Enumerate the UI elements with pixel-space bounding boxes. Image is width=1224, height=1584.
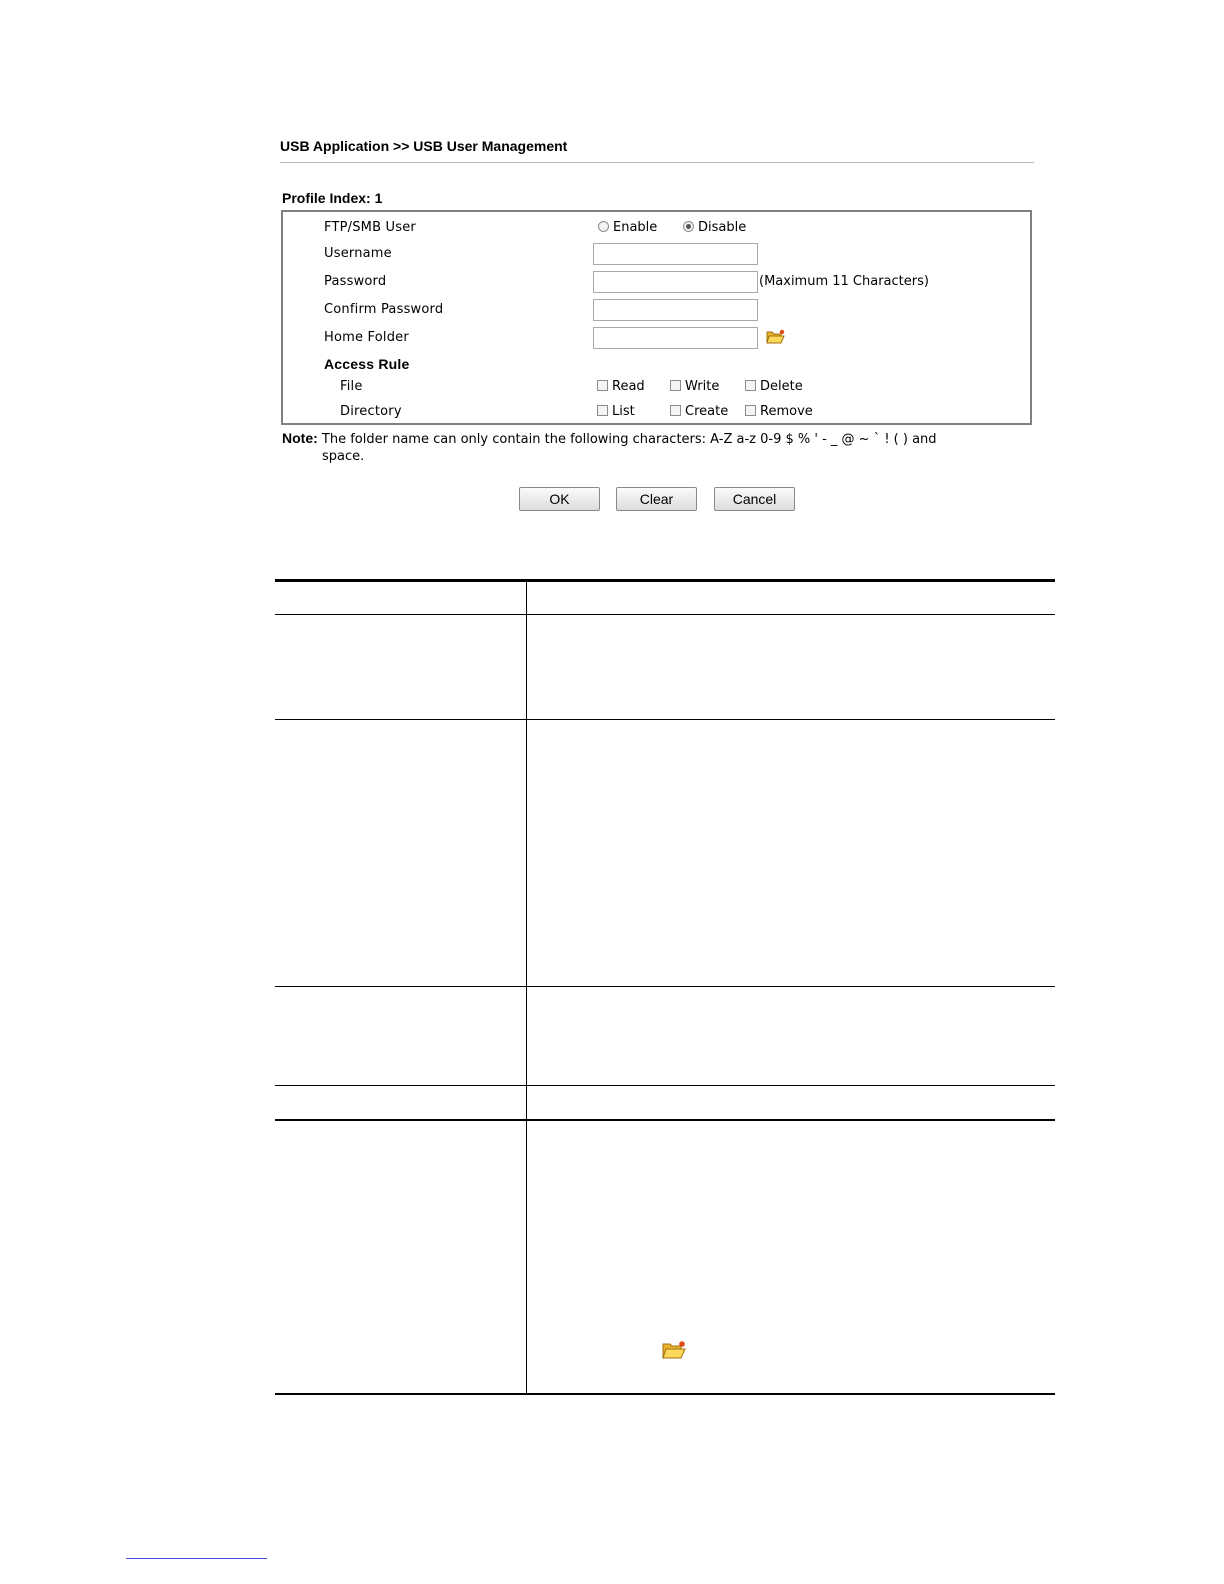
username-row [283, 241, 1030, 267]
write-checkbox[interactable] [670, 380, 681, 391]
folder-open-icon[interactable] [766, 329, 785, 345]
table-column-divider [526, 581, 527, 1394]
note-continuation: space. [322, 449, 365, 464]
file-write-option[interactable]: Write [670, 374, 719, 400]
table-row-rule [275, 719, 1055, 720]
cancel-button[interactable]: Cancel [714, 487, 795, 511]
ok-button[interactable]: OK [519, 487, 600, 511]
home-folder-row [283, 325, 1030, 351]
enable-radio[interactable] [598, 221, 609, 232]
directory-list-option[interactable]: List [597, 399, 635, 425]
file-read-option[interactable]: Read [597, 374, 645, 400]
table-top-rule [275, 579, 1055, 582]
username-input[interactable] [593, 243, 758, 265]
access-rule-heading: Access Rule [324, 356, 410, 372]
directory-create-option[interactable]: Create [670, 399, 728, 425]
list-checkbox[interactable] [597, 405, 608, 416]
password-label: Password [324, 274, 387, 289]
user-profile-form [281, 210, 1032, 425]
folder-name-note [282, 430, 1034, 465]
remove-checkbox[interactable] [745, 405, 756, 416]
home-folder-input[interactable] [593, 327, 758, 349]
directory-remove-option[interactable]: Remove [745, 399, 813, 425]
ftp-enable-option[interactable]: Enable [598, 215, 657, 241]
password-row [283, 269, 1030, 295]
password-hint: (Maximum 11 Characters) [759, 274, 929, 289]
footnote-separator [126, 1558, 267, 1559]
folder-open-icon [662, 1340, 686, 1360]
note-prefix: Note: [282, 430, 318, 446]
profile-title: Profile Index: 1 [282, 190, 383, 206]
description-table [275, 579, 1055, 1396]
directory-access-row [283, 399, 1030, 425]
file-access-row [283, 374, 1030, 400]
disable-radio[interactable] [683, 221, 694, 232]
ftp-disable-option[interactable]: Disable [683, 215, 746, 241]
username-label: Username [324, 246, 392, 261]
home-folder-label: Home Folder [324, 330, 409, 345]
table-row-rule [275, 986, 1055, 987]
file-label: File [340, 379, 363, 394]
table-bottom-rule [275, 1393, 1055, 1395]
table-header-rule [275, 614, 1055, 615]
clear-button[interactable]: Clear [616, 487, 697, 511]
confirm-password-label: Confirm Password [324, 302, 444, 317]
table-row-rule [275, 1085, 1055, 1086]
file-delete-option[interactable]: Delete [745, 374, 803, 400]
password-input[interactable] [593, 271, 758, 293]
confirm-password-row [283, 297, 1030, 323]
delete-checkbox[interactable] [745, 380, 756, 391]
create-checkbox[interactable] [670, 405, 681, 416]
ftp-smb-user-row [283, 215, 1030, 241]
read-checkbox[interactable] [597, 380, 608, 391]
directory-label: Directory [340, 404, 402, 419]
ftp-smb-user-label: FTP/SMB User [324, 220, 416, 235]
confirm-password-input[interactable] [593, 299, 758, 321]
breadcrumb: USB Application >> USB User Management [280, 138, 568, 154]
table-row-rule [275, 1119, 1055, 1121]
note-text: The folder name can only contain the following characters: A-Z a-z 0-9 $ % ' - _ @ ~ ` ! ( ) and [321, 432, 937, 447]
breadcrumb-divider [280, 162, 1034, 163]
